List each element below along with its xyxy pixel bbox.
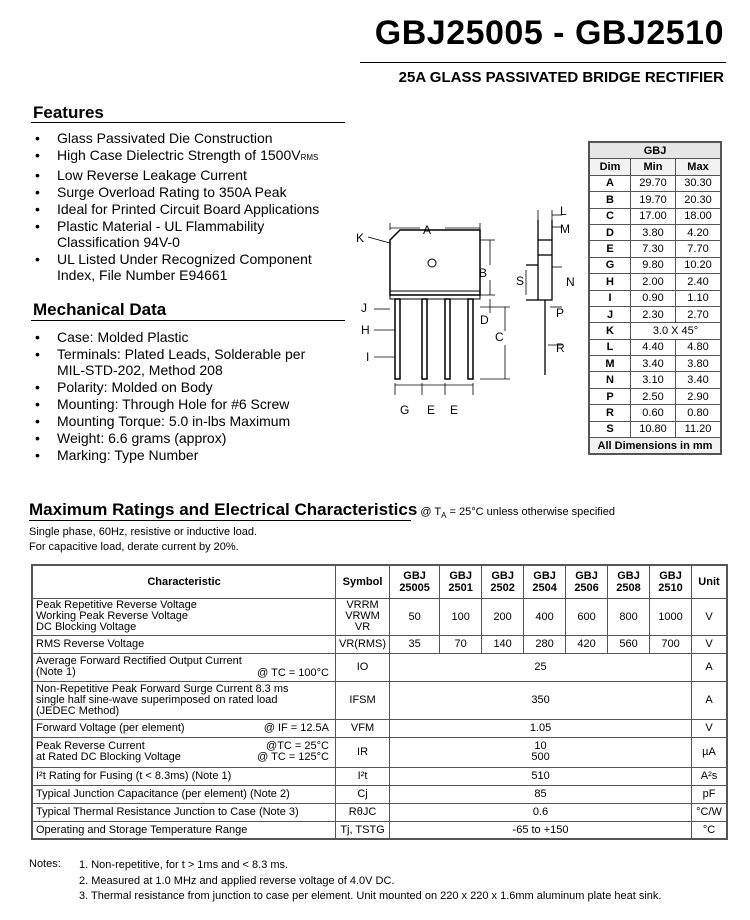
rating-row [32,737,727,767]
rating-row [32,821,727,839]
table-row [32,565,727,598]
table-cell: VRRM VRWM VR [336,598,390,635]
table-cell: 7.70 [676,241,722,257]
table-cell: 140 [482,635,524,653]
table-cell: 2.00 [631,274,676,290]
table-cell: 35 [390,635,440,653]
dim-col-header: Dim [589,159,631,175]
table-cell: I²t Rating for Fusing (t < 8.3ms) (Note 1) [32,767,336,785]
max-col-header: Max [676,159,722,175]
mechanical-item: • Terminals: Plated Leads, Solderable per MIL-STD-202, Method 208 [33,346,337,378]
table-cell: Peak Repetitive Reverse Voltage Working Peak Reverse Voltage DC Blocking Voltage [32,598,336,635]
table-cell: 10.20 [676,257,722,273]
part-header: GBJ 2510 [650,565,692,598]
mechanical-item: • Mounting Torque: 5.0 in-lbs Maximum [33,413,333,429]
table-cell: J [589,306,631,322]
load-note: Single phase, 60Hz, resistive or inductive load. [29,526,258,538]
table-cell: A²s [692,767,728,785]
table-cell: 19.70 [631,192,676,208]
part-header: GBJ 2504 [524,565,566,598]
table-cell: C [589,208,631,224]
table-cell: 9.80 [631,257,676,273]
dim-row [589,257,721,273]
table-cell: 17.00 [631,208,676,224]
rating-row [32,785,727,803]
part-subtitle: 25A GLASS PASSIVATED BRIDGE RECTIFIER [398,69,724,86]
table-cell: 29.70 [631,175,676,191]
table-cell: L [589,339,631,355]
feature-item: • Glass Passivated Die Construction [33,130,363,146]
table-cell: Operating and Storage Temperature Range [32,821,336,839]
dim-row [589,274,721,290]
mechanical-item: • Weight: 6.6 grams (approx) [33,430,333,446]
derate-note: For capacitive load, derate current by 20%. [29,541,239,553]
table-cell: VFM [336,719,390,737]
features-heading: Features [33,103,104,122]
table-cell: 2.50 [631,388,676,404]
table-cell: K [589,323,631,339]
table-row [589,142,721,159]
title-rule [360,62,726,63]
rating-row [32,635,727,653]
table-cell: 100 [440,598,482,635]
table-cell: IO [336,653,390,681]
table-cell: -65 to +150 [390,821,692,839]
part-number-title: GBJ25005 - GBJ2510 [374,14,724,52]
table-cell: 2.30 [631,306,676,322]
feature-item: • Low Reverse Leakage Current [33,167,363,183]
table-cell: I²t [336,767,390,785]
dim-row [589,175,721,191]
dim-row [589,356,721,372]
dim-label-m: M [560,222,570,236]
table-cell: N [589,372,631,388]
table-cell: V [692,598,728,635]
ratings-table [31,564,728,840]
dim-label-e: E [427,403,436,417]
table-cell: M [589,356,631,372]
table-cell: R [589,405,631,421]
dim-label-h: H [361,323,370,337]
dim-row [589,372,721,388]
table-cell: A [589,175,631,191]
mechanical-heading: Mechanical Data [33,300,167,319]
table-cell: I [589,290,631,306]
part-header: GBJ 2501 [440,565,482,598]
table-cell: S [589,421,631,437]
dim-row [589,192,721,208]
table-cell: 70 [440,635,482,653]
table-cell: pF [692,785,728,803]
table-cell: 3.10 [631,372,676,388]
dim-table-footer: All Dimensions in mm [589,438,721,455]
dim-label-b: B [479,266,488,280]
dim-row [589,339,721,355]
table-cell: 510 [390,767,692,785]
table-cell: Peak Reverse Current at Rated DC Blocking Voltage @TC = 25°C @ TC = 125°C [32,737,336,767]
dim-label-l: L [560,204,567,218]
table-cell: 1000 [650,598,692,635]
part-header: GBJ 2508 [608,565,650,598]
table-cell: 18.00 [676,208,722,224]
part-header: GBJ 2502 [482,565,524,598]
table-cell: Typical Thermal Resistance Junction to Case (Note 3) [32,803,336,821]
table-cell: Tj, TSTG [336,821,390,839]
part-header: GBJ 2506 [566,565,608,598]
table-cell: 85 [390,785,692,803]
table-cell: VR(RMS) [336,635,390,653]
table-cell: Average Forward Rectified Output Current (Note 1) @ TC = 100°C [32,653,336,681]
table-cell: RθJC [336,803,390,821]
table-cell: 4.80 [676,339,722,355]
table-cell: B [589,192,631,208]
table-cell: H [589,274,631,290]
mechanical-item: • Mounting: Through Hole for #6 Screw [33,396,333,412]
note-item: 3. Thermal resistance from junction to case per element. Unit mounted on 220 x 220 x 1.6mm aluminum plate heat sink. [79,890,662,902]
table-cell: 0.80 [676,405,722,421]
table-cell: 3.40 [631,356,676,372]
table-cell: IFSM [336,681,390,719]
table-cell: 4.20 [676,224,722,240]
note-item: 1. Non-repetitive, for t > 1ms and < 8.3 ms. [79,859,289,871]
note-item: 2. Measured at 1.0 MHz and applied reverse voltage of 4.0V DC. [79,874,395,887]
ratings-heading: Maximum Ratings and Electrical Characteristics @ $T_A = 25^\circ C$ unless otherwise specified [29,500,616,521]
dim-row [589,388,721,404]
table-cell: G [589,257,631,273]
table-cell: A [692,681,728,719]
dim-label-n: N [566,275,575,289]
table-cell: 600 [566,598,608,635]
table-cell: 2.70 [676,306,722,322]
table-cell: 0.90 [631,290,676,306]
rating-row [32,653,727,681]
dim-label-e: E [450,403,459,417]
table-cell: 50 [390,598,440,635]
dim-label-s: S [516,274,525,288]
table-cell: 3.80 [631,224,676,240]
dim-row [589,290,721,306]
table-cell: E [589,241,631,257]
dim-row [589,306,721,322]
table-cell: Non-Repetitive Peak Forward Surge Current 8.3 ms single half sine-wave superimposed on rated load (JEDEC Method) [32,681,336,719]
rating-row [32,767,727,785]
dim-row [589,208,721,224]
dimension-table [588,141,722,455]
dim-row [589,224,721,240]
ratings-rule [29,520,411,521]
table-row [589,438,721,455]
table-cell: 20.30 [676,192,722,208]
table-cell: Forward Voltage (per element) @ IF = 12.5A [32,719,336,737]
dim-label-r: R [556,341,565,355]
mechanical-item: • Polarity: Molded on Body [33,379,333,395]
min-col-header: Min [631,159,676,175]
table-cell: 10 500 [390,737,692,767]
table-cell: 2.40 [676,274,722,290]
table-cell: 200 [482,598,524,635]
table-cell: 280 [524,635,566,653]
table-cell: 3.80 [676,356,722,372]
table-cell: 4.40 [631,339,676,355]
mechanical-item: • Case: Molded Plastic [33,329,333,345]
table-cell: 700 [650,635,692,653]
feature-item: • UL Listed Under Recognized Component Index, File Number E94661 [33,251,347,283]
table-cell: 2.90 [676,388,722,404]
table-cell: 7.30 [631,241,676,257]
rating-row [32,681,727,719]
dim-row [589,421,721,437]
dim-row [589,405,721,421]
package-name: GBJ [589,142,721,159]
table-cell: 11.20 [676,421,722,437]
dim-label-c: C [495,330,504,344]
part-header: GBJ 25005 [390,565,440,598]
features-rule [31,122,345,123]
notes-list [79,858,661,905]
rating-row [32,598,727,635]
table-cell: 0.6 [390,803,692,821]
table-cell: 3.40 [676,372,722,388]
mechanical-list [33,329,333,464]
dim-label-i: I [366,350,370,364]
table-cell: 0.60 [631,405,676,421]
table-cell: 400 [524,598,566,635]
rating-row [32,719,727,737]
mechanical-rule [31,320,345,321]
table-cell: °C/W [692,803,728,821]
feature-item: • Surge Overload Rating to 350A Peak [33,184,363,200]
features-list [33,130,363,284]
table-cell: RMS Reverse Voltage [32,635,336,653]
feature-item: • High Case Dielectric Strength of 1500VRMS [33,147,363,166]
feature-item: • Plastic Material - UL Flammability Classification 94V-0 [33,218,327,250]
table-cell: Typical Junction Capacitance (per element) (Note 2) [32,785,336,803]
table-cell: V [692,719,728,737]
table-cell: °C [692,821,728,839]
package-outline-drawing [350,195,585,420]
table-cell: 1.05 [390,719,692,737]
table-row [589,159,721,175]
ratings-notes [29,525,257,555]
rating-row [32,803,727,821]
table-cell: 25 [390,653,692,681]
table-cell: 350 [390,681,692,719]
dim-label-d: D [480,313,489,327]
notes-label: Notes: [29,858,61,870]
table-cell: D [589,224,631,240]
table-cell: 30.30 [676,175,722,191]
table-cell: 560 [608,635,650,653]
table-cell: V [692,635,728,653]
dim-row [589,323,721,339]
dim-label-p: P [556,306,565,320]
table-cell: 1.10 [676,290,722,306]
table-cell: Cj [336,785,390,803]
dim-label-g: G [400,403,410,417]
table-cell: 420 [566,635,608,653]
characteristic-header: Characteristic [32,565,336,598]
table-cell: A [692,653,728,681]
table-cell: 3.0 X 45° [631,323,722,339]
unit-header: Unit [692,565,728,598]
dim-label-j: J [361,301,367,315]
dim-label-k: K [356,231,365,245]
table-cell: µA [692,737,728,767]
symbol-header: Symbol [336,565,390,598]
feature-item: • Ideal for Printed Circuit Board Applications [33,201,363,217]
table-cell: P [589,388,631,404]
dim-row [589,241,721,257]
dim-label-a: A [423,223,432,237]
table-cell: 10.80 [631,421,676,437]
table-cell: 800 [608,598,650,635]
table-cell: IR [336,737,390,767]
mechanical-item: • Marking: Type Number [33,447,333,463]
